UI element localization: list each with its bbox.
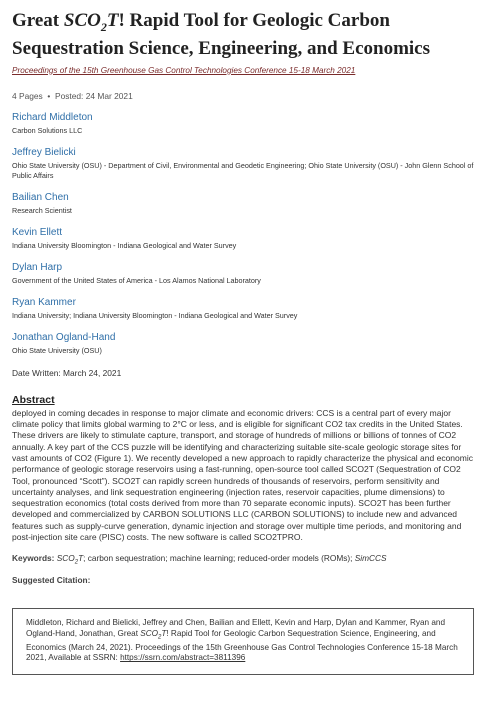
proceedings-link[interactable]: Proceedings of the 15th Greenhouse Gas Control Technologies Conference 15-18 March 2021 bbox=[12, 65, 356, 75]
author-name-link[interactable]: Dylan Harp bbox=[12, 261, 63, 273]
keywords-rest: ; carbon sequestration; machine learning; reduced-order models (ROMs); bbox=[83, 553, 355, 564]
author-affiliation: Research Scientist bbox=[12, 205, 72, 215]
keyword-math-base: SCO bbox=[56, 553, 75, 564]
meta-separator: • bbox=[45, 90, 55, 101]
author-entry bbox=[12, 262, 474, 286]
ssrn-link[interactable]: https://ssrn.com/abstract=3811396 bbox=[120, 653, 246, 663]
author-affiliation: Ohio State University (OSU) - Department of Civil, Environmental and Geodetic Engineering; Ohio State University (OSU) - John Glenn School of Public Affairs bbox=[12, 160, 474, 180]
paper-meta bbox=[12, 91, 474, 101]
author-entry bbox=[12, 147, 474, 181]
citation-box bbox=[12, 608, 474, 675]
author-list bbox=[12, 112, 474, 356]
keyword-math-end: T bbox=[78, 553, 84, 564]
title-math-base: SCO bbox=[63, 10, 101, 31]
keyword-simccs: SimCCS bbox=[354, 553, 387, 564]
abstract-text: deployed in coming decades in response to major climate and economic drivers: CCS is a central part of every major climate policy that limits global warming to 2°C or less, and is eligible for significant CO2 tax credits in the United States. These drivers are likely to stimulate capture, transport, and storage of hundreds of millions or billions of tonnes of CO2 annually. A key part of the CCS puzzle will be identifying and characterizing suitable site-scale geologic storage sites for vast amounts of CO2 (Figure 1). We recently developed a new approach to rapidly characterize the physical and economic performance of geologic storage reservoirs using a fast-running, open-source tool called SCO2T (Sequestration of CO2 Tool, pronounced “Scott”). SCO2T can rapidly screen hundreds of thousands of reservoirs, perform sensitivity and uncertainty analyses, and link sequestration engineering (injection rates, reservoir capacities, plume dimensions) to sequestration economics (total costs derived from more than 70 separate economic inputs). SCO2T has been further developed and commercialized by CARBON SOLUTIONS LLC (CARBON SOLUTIONS) to include new and advanced features such as supply-curve generation, dynamic injection and storage over multiple time periods, and monitoring and post-injection site care (PISC) costs. The new software is called SCO2TPRO. bbox=[12, 407, 473, 543]
title-math-subscript: 2 bbox=[100, 19, 107, 34]
author-affiliation: Indiana University Bloomington - Indiana Geological and Water Survey bbox=[12, 240, 237, 250]
paper-title bbox=[12, 0, 474, 60]
author-entry bbox=[12, 332, 474, 356]
author-affiliation: Ohio State University (OSU) bbox=[12, 345, 102, 355]
keywords bbox=[12, 553, 474, 569]
citation-text: Middleton, Richard and Bielicki, Jeffrey and Chen, Bailian and Ellett, Kevin and Harp, Dylan and Kammer, Ryan and Ogland-Hand, Jonathan, Great bbox=[26, 618, 446, 638]
citation-math-base: SCO bbox=[140, 628, 158, 638]
author-name-link[interactable]: Jeffrey Bielicki bbox=[12, 146, 76, 158]
citation-text-rest: ! Rapid Tool for Geologic Carbon Sequestration Science, Engineering, and Economics (March 24, 2021). Proceedings of the 15th Greenhouse Gas Control Technologies Conference 15-18 March 2021, Available at SSRN: bbox=[26, 628, 458, 663]
author-entry bbox=[12, 227, 474, 251]
date-written: Date Written: March 24, 2021 bbox=[12, 367, 122, 378]
author-name-link[interactable]: Jonathan Ogland-Hand bbox=[12, 331, 116, 343]
title-math-end: T bbox=[106, 10, 119, 31]
author-affiliation: Indiana University; Indiana University Bloomington - Indiana Geological and Water Survey bbox=[12, 310, 298, 320]
author-affiliation: Government of the United States of America - Los Alamos National Laboratory bbox=[12, 275, 261, 285]
posted-date: Posted: 24 Mar 2021 bbox=[54, 90, 133, 101]
author-name-link[interactable]: Richard Middleton bbox=[12, 111, 93, 123]
keywords-label: Keywords: bbox=[12, 553, 55, 564]
author-entry bbox=[12, 112, 474, 136]
title-text-rest: ! Rapid Tool for Geologic Carbon Sequestration Science, Engineering, and Economics bbox=[12, 10, 431, 59]
suggested-citation-label: Suggested Citation: bbox=[12, 575, 91, 586]
author-entry bbox=[12, 192, 474, 216]
title-text: Great bbox=[12, 10, 64, 31]
keyword-math-subscript: 2 bbox=[74, 560, 79, 567]
citation-math-end: T bbox=[161, 628, 167, 638]
page-count: 4 Pages bbox=[12, 90, 43, 101]
citation-math bbox=[140, 628, 167, 641]
author-name-link[interactable]: Kevin Ellett bbox=[12, 226, 63, 238]
keyword-sco2t bbox=[56, 553, 84, 567]
author-name-link[interactable]: Bailian Chen bbox=[12, 191, 69, 203]
author-affiliation: Carbon Solutions LLC bbox=[12, 125, 83, 135]
citation-math-subscript: 2 bbox=[158, 634, 162, 641]
title-math bbox=[63, 10, 119, 34]
author-entry bbox=[12, 297, 474, 321]
author-name-link[interactable]: Ryan Kammer bbox=[12, 296, 76, 308]
abstract-heading: Abstract bbox=[12, 393, 55, 406]
